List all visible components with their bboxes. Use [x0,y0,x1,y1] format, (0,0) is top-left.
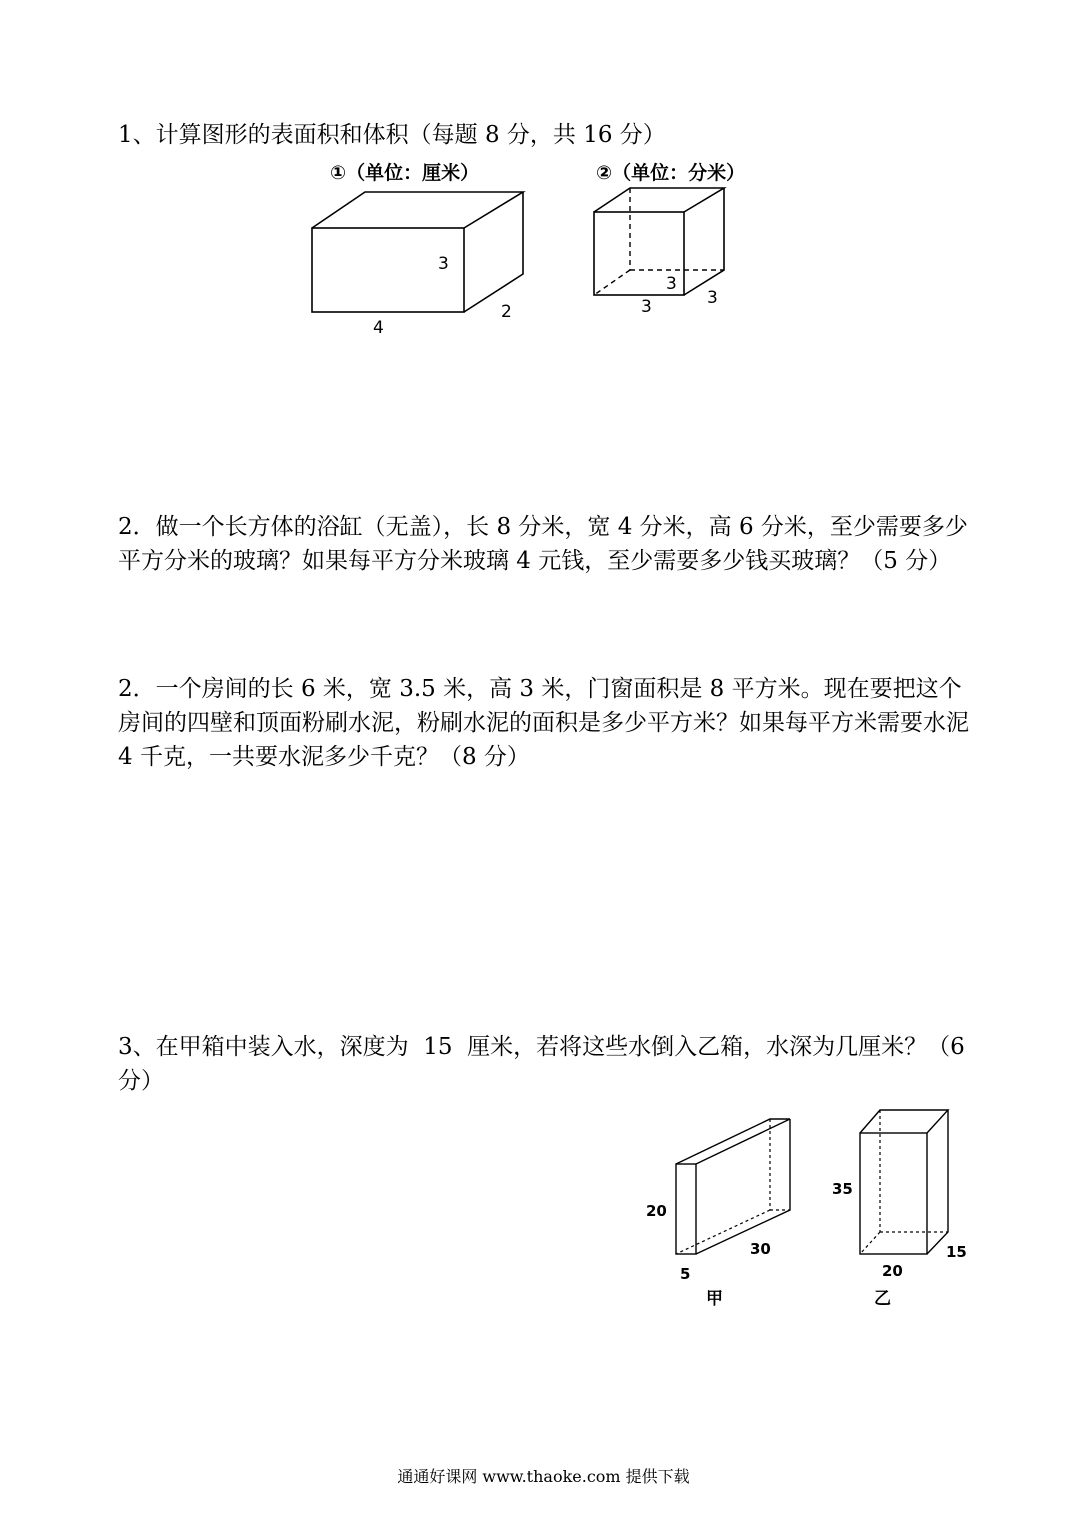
fig1-length-label: 4 [373,318,384,338]
fig1-height-label: 3 [438,254,449,274]
fig1-width-label: 2 [501,302,512,322]
question-1: 1、计算图形的表面积和体积（每题 8 分，共 16 分） [118,122,666,148]
box-jia [676,1119,790,1254]
jia-width-label: 5 [680,1265,691,1283]
fig2-width-label: 3 [707,288,718,308]
yi-height-label: 35 [832,1180,853,1198]
fig2-length-label: 3 [641,297,652,317]
question-2b: 2．一个房间的长 6 米，宽 3.5 米，高 3 米，门窗面积是 8 平方米。现在要把这个房间的四壁和顶面粉刷水泥，粉刷水泥的面积是多少平方米？如果每平方米需要水泥 4 千克，一共要水泥多少千克？（8 分） [118,676,977,770]
cuboid-figure-1 [312,192,523,312]
yi-width-label: 15 [946,1243,967,1261]
yi-caption: 乙 [874,1289,891,1309]
figure-2-label: ②（单位：分米） [596,162,746,184]
jia-height-label: 20 [646,1202,667,1220]
footer-credit: 通通好课网 www.thaoke.com 提供下载 [397,1467,690,1486]
jia-length-label: 30 [750,1240,771,1258]
question-2a: 2．做一个长方体的浴缸（无盖），长 8 分米，宽 4 分米，高 6 分米，至少需要多少平方分米的玻璃？如果每平方分米玻璃 4 元钱，至少需要多少钱买玻璃？（5 分） [118,514,968,574]
question-3: 3、在甲箱中装入水，深度为 15 厘米，若将这些水倒入乙箱，水深为几厘米？（6 分） [118,1034,973,1094]
jia-caption: 甲 [706,1289,723,1309]
cube-figure-2 [594,188,724,295]
figure-1-label: ①（单位：厘米） [330,162,480,184]
yi-length-label: 20 [882,1262,903,1280]
box-yi [860,1110,948,1254]
fig2-inner-label: 3 [666,274,677,294]
